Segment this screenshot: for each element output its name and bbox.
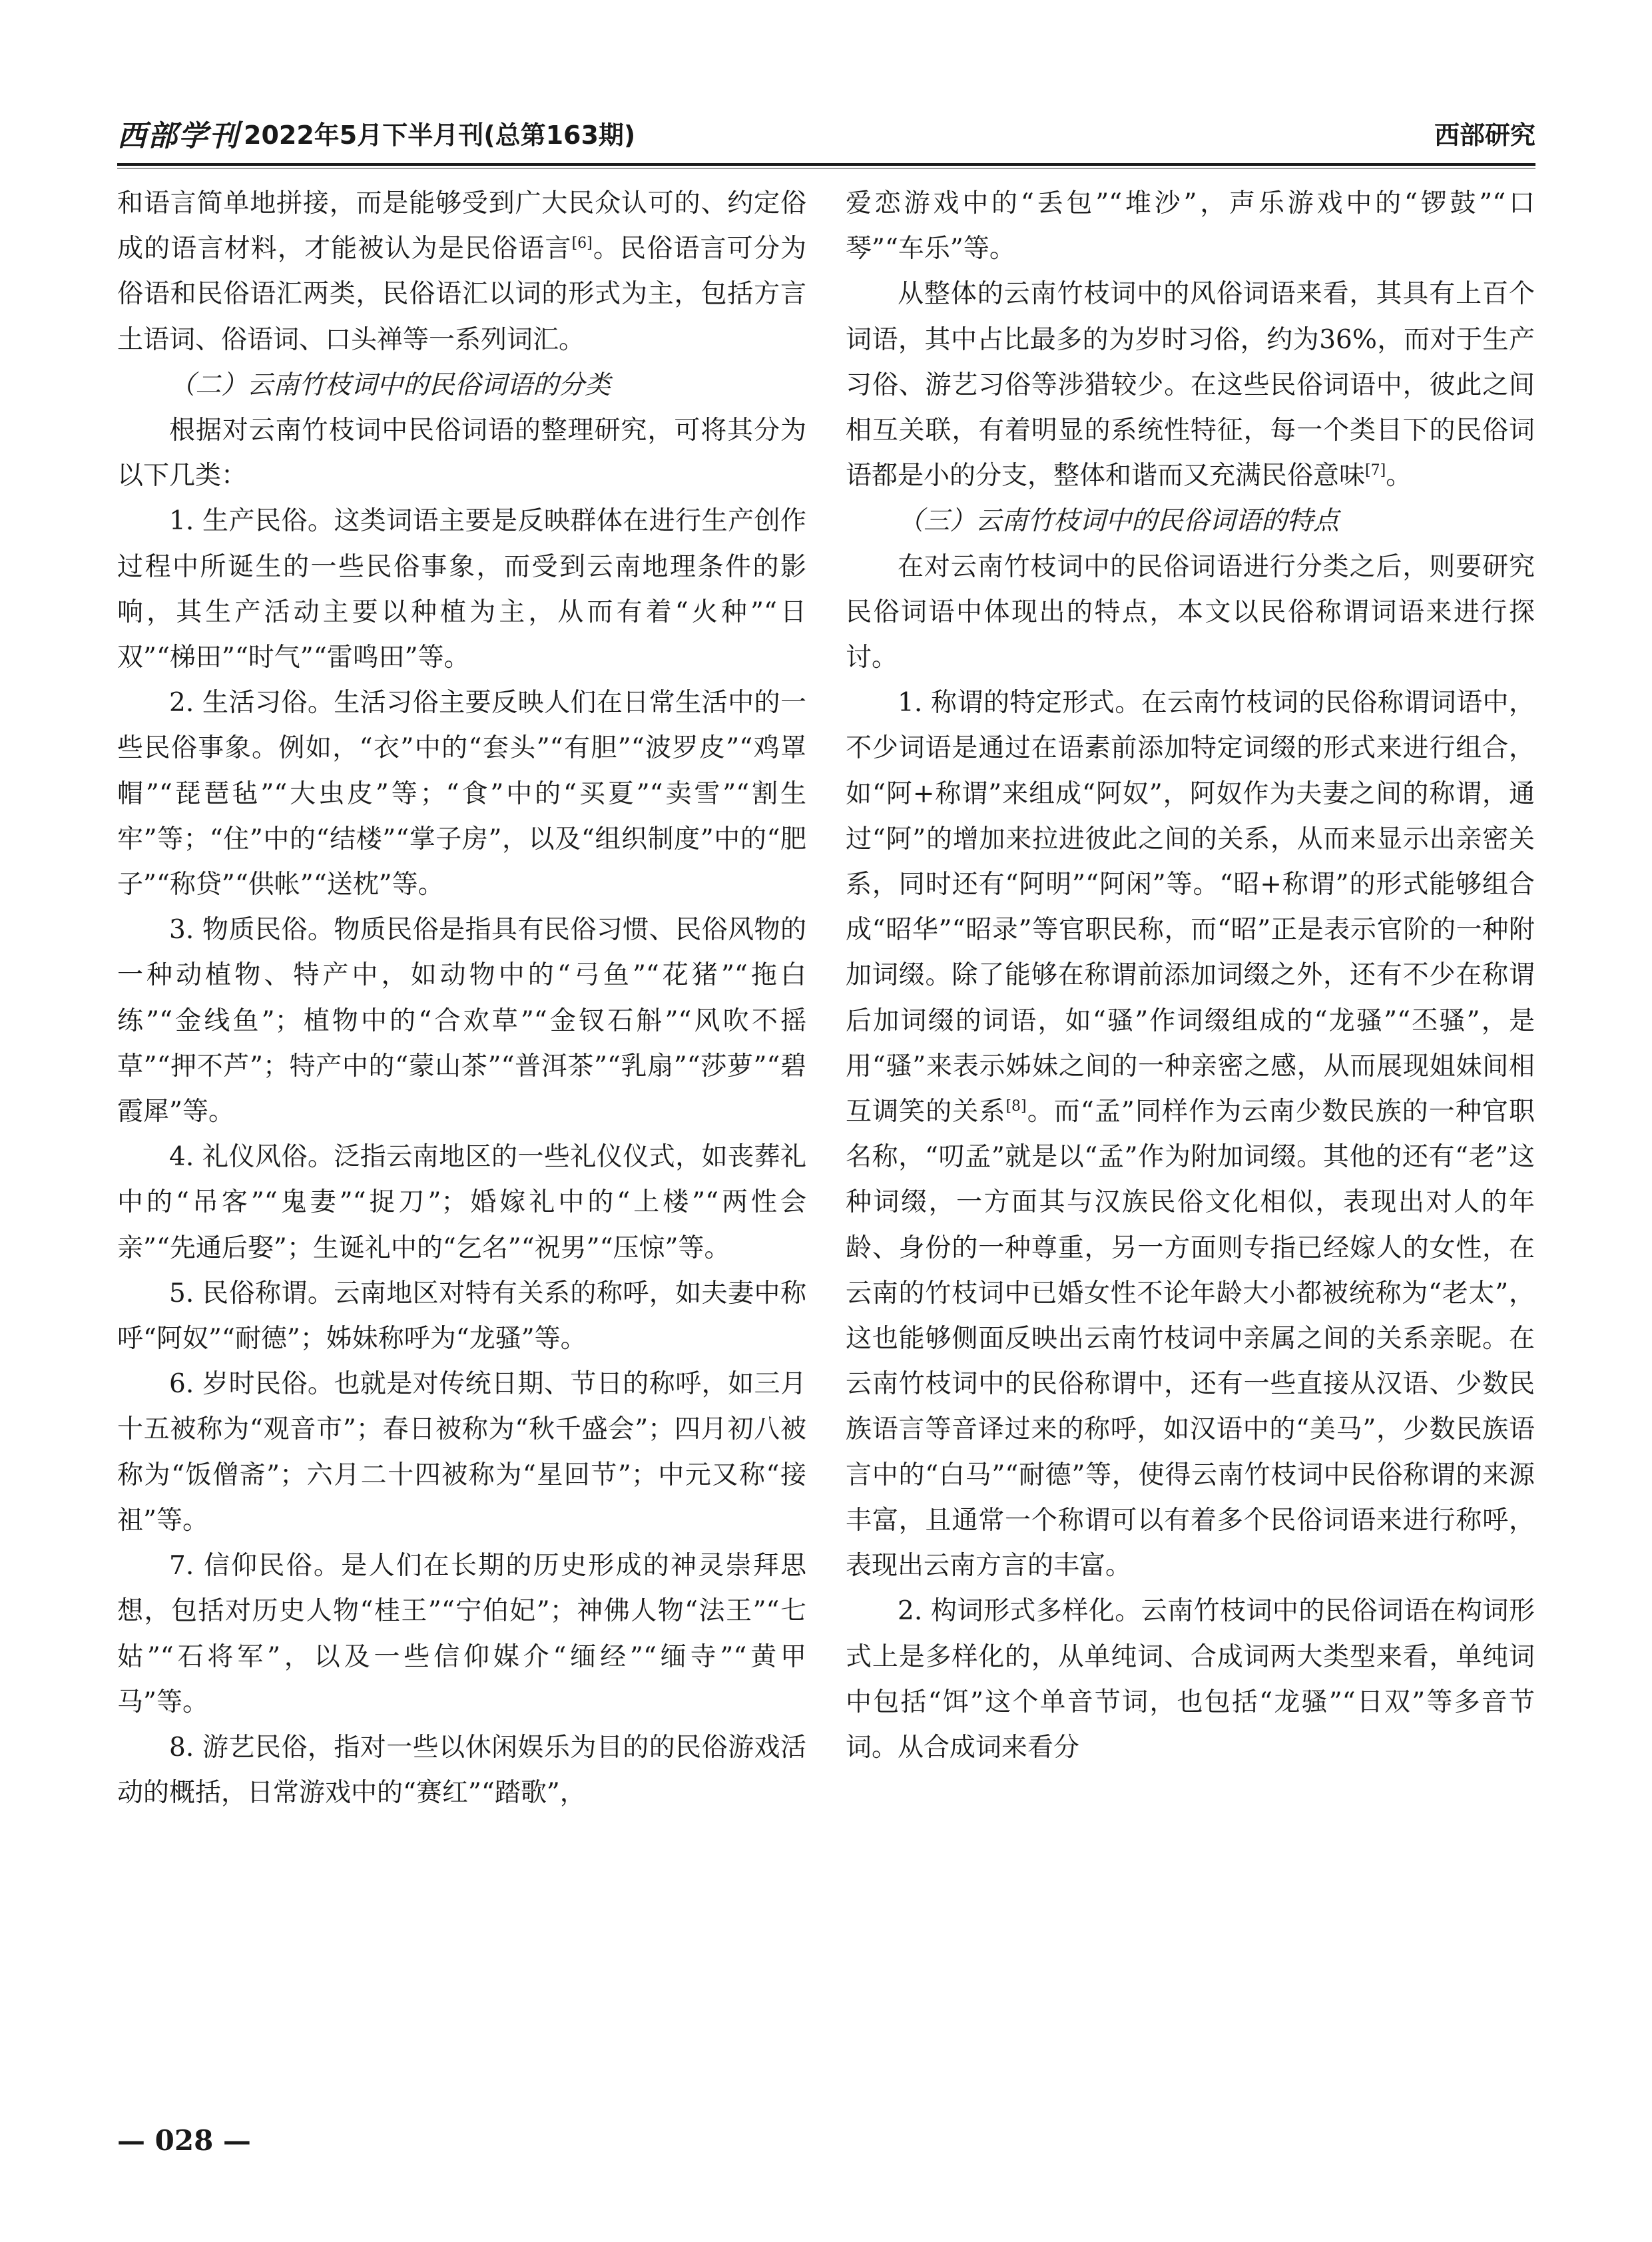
page-header xyxy=(117,112,1535,158)
paragraph-text: 和语言简单地拼接，而是能够受到广大民众认可的、约定俗成的语言材料，才能被认为是民俗语言 xyxy=(117,188,806,264)
section-name: 西部研究 xyxy=(1434,121,1535,150)
paragraph-text: 从整体的云南竹枝词中的风俗词语来看，其具有上百个词语，其中占比最多的为岁时习俗，约为36%，而对于生产习俗、游艺习俗等涉猎较少。在这些民俗词语中，彼此之间相互关联，有着明显的系统性特征，每一个类目下的民俗词语都是小的分支，整体和谐而又充满民俗意味 xyxy=(846,279,1535,491)
paragraph: 3. 物质民俗。物质民俗是指具有民俗习惯、民俗风物的一种动植物、特产中，如动物中的“弓鱼”“花猪”“拖白练”“金线鱼”；植物中的“合欢草”“金钗石斛”“风吹不摇草”“押不芦”；特产中的“蒙山茶”“普洱茶”“乳扇”“莎萝”“碧霞犀”等。 xyxy=(117,915,806,1127)
paragraph: 8. 游艺民俗，指对一些以休闲娱乐为目的的民俗游戏活动的概括，日常游戏中的“赛红”“踏歌”， xyxy=(117,1732,806,1809)
paragraph-text: 。而“孟”同样作为云南少数民族的一种官职名称，“叨孟”就是以“孟”作为附加词缀。其他的还有“老”这种词缀，一方面其与汉族民俗文化相似，表现出对人的年龄、身份的一种尊重，另一方面则专指已经嫁人的女性，在云南的竹枝词中已婚女性不论年龄大小都被统称为“老太”，这也能够侧面反映出云南竹枝词中亲属之间的关系亲昵。在云南竹枝词中的民俗称谓中，还有一些直接从汉语、少数民族语言等音译过来的称呼，如汉语中的“美马”，少数民族语言中的“白马”“耐德”等，使得云南竹枝词中民俗称谓的来源丰富，且通常一个称谓可以有着多个民俗词语来进行称呼，表现出云南方言的丰富。 xyxy=(846,1097,1535,1581)
paragraph: 2. 构词形式多样化。云南竹枝词中的民俗词语在构词形式上是多样化的，从单纯词、合成词两大类型来看，单纯词中包括“饵”这个单音节词，也包括“龙骚”“日双”等多音节词。从合成词来看分 xyxy=(846,1596,1535,1763)
issue-info: 2022年5月下半月刊(总第163期) xyxy=(244,121,636,150)
paragraph xyxy=(846,681,1535,1589)
paragraph: 5. 民俗称谓。云南地区对特有关系的称呼，如夫妻中称呼“阿奴”“耐德”；姊妹称呼为“龙骚”等。 xyxy=(117,1278,806,1354)
paragraph-text: 1. 称谓的特定形式。在云南竹枝词的民俗称谓词语中，不少词语是通过在语素前添加特定词缀的形式来进行组合，如“阿+称谓”来组成“阿奴”，阿奴作为夫妻之间的称谓，通过“阿”的增加来拉进彼此之间的关系，从而来显示出亲密关系，同时还有“阿明”“阿闲”等。“昭+称谓”的形式能够组合成“昭华”“昭录”等官职民称，而“昭”正是表示官阶的一种附加词缀。除了能够在称谓前添加词缀之外，还有不少在称谓后加词缀的词语，如“骚”作词缀组成的“龙骚”“丕骚”，是用“骚”来表示姊妹之间的一种亲密之感，从而展现姐妹间相互调笑的关系 xyxy=(846,688,1535,1127)
paragraph: 4. 礼仪风俗。泛指云南地区的一些礼仪仪式，如丧葬礼中的“吊客”“鬼妻”“捉刀”；婚嫁礼中的“上楼”“两性会亲”“先通后娶”；生诞礼中的“乞名”“祝男”“压惊”等。 xyxy=(117,1142,806,1263)
paragraph: 2. 生活习俗。生活习俗主要反映人们在日常生活中的一些民俗事象。例如，“衣”中的“套头”“有胆”“波罗皮”“鸡罩帽”“琵琶毡”“大虫皮”等；“食”中的“买夏”“卖雪”“割生牢”等；“住”中的“结楼”“掌子房”，以及“组织制度”中的“肥子”“称贷”“供帐”“送枕”等。 xyxy=(117,688,806,900)
paragraph: 1. 生产民俗。这类词语主要是反映群体在进行生产创作过程中所诞生的一些民俗事象，而受到云南地理条件的影响，其生产活动主要以种植为主，从而有着“火种”“日双”“梯田”“时气”“雷鸣田”等。 xyxy=(117,506,806,673)
citation: [7] xyxy=(1365,462,1386,479)
subsection-heading: （二）云南竹枝词中的民俗词语的分类 xyxy=(169,370,611,400)
paragraph xyxy=(846,272,1535,499)
citation: [8] xyxy=(1005,1098,1027,1115)
paragraph: 爱恋游戏中的“丢包”“堆沙”，声乐游戏中的“锣鼓”“口琴”“车乐”等。 xyxy=(846,188,1535,264)
paragraph: 7. 信仰民俗。是人们在长期的历史形成的神灵崇拜思想，包括对历史人物“桂王”“宁伯妃”；神佛人物“法王”“七姑”“石将军”，以及一些信仰媒介“缅经”“缅寺”“黄甲马”等。 xyxy=(117,1551,806,1717)
left-column xyxy=(117,181,806,1816)
paragraph: 在对云南竹枝词中的民俗词语进行分类之后，则要研究民俗词语中体现出的特点，本文以民俗称谓词语来进行探讨。 xyxy=(846,551,1535,673)
header-rule xyxy=(117,163,1535,166)
paragraph xyxy=(117,181,806,363)
paragraph: 根据对云南竹枝词中民俗词语的整理研究，可将其分为以下几类： xyxy=(117,416,806,491)
subsection-heading: （三）云南竹枝词中的民俗词语的特点 xyxy=(898,506,1340,537)
right-column xyxy=(846,181,1535,1771)
paragraph-text: 。民俗语言可分为俗语和民俗语汇两类，民俗语汇以词的形式为主，包括方言土语词、俗语词、口头禅等一系列词汇。 xyxy=(117,234,806,355)
journal-logo: 西部学刊 xyxy=(117,119,240,153)
paragraph-text: 。 xyxy=(1386,461,1412,491)
citation: [6] xyxy=(571,235,593,252)
page-number: — 028 — xyxy=(117,2124,251,2157)
paragraph: 6. 岁时民俗。也就是对传统日期、节日的称呼，如三月十五被称为“观音市”；春日被称为“秋千盛会”；四月初八被称为“饭僧斋”；六月二十四被称为“星回节”；中元又称“接祖”等。 xyxy=(117,1369,806,1536)
